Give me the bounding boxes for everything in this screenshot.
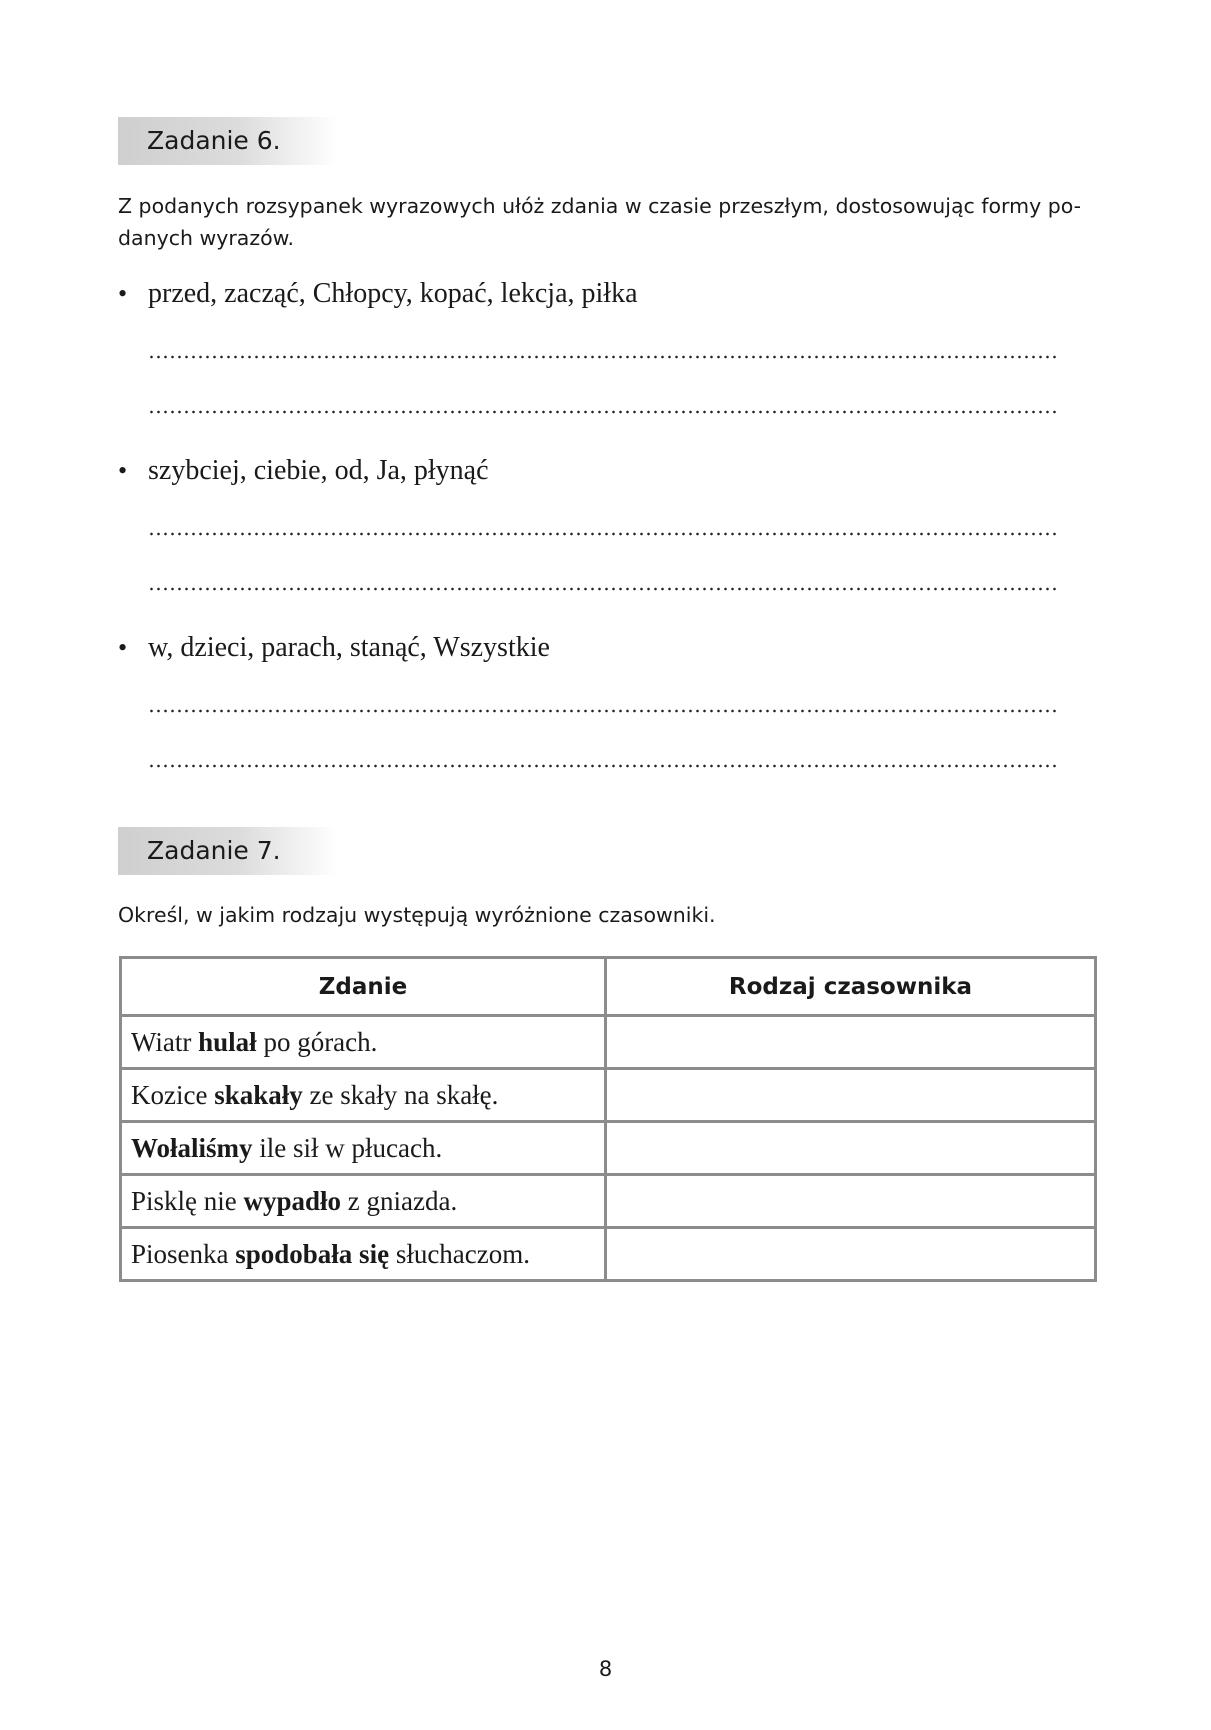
answer-line-1b[interactable]: [148, 410, 1058, 414]
column-header-sentence: Zdanie: [121, 958, 606, 1016]
answer-cell[interactable]: [606, 1122, 1096, 1175]
answer-line-3a[interactable]: [148, 709, 1058, 713]
table-row: [121, 1069, 1096, 1122]
page-number: 8: [598, 1657, 613, 1681]
bullet-icon: •: [118, 633, 128, 662]
highlighted-verb: Wołaliśmy: [131, 1132, 253, 1163]
answer-line-2b[interactable]: [148, 587, 1058, 591]
task7-header: [118, 827, 338, 875]
sentence-text: ile sił w płucach.: [252, 1132, 443, 1163]
word-scramble-1: przed, zacząć, Chłopcy, kopać, lekcja, piłka: [148, 278, 638, 309]
answer-cell[interactable]: [606, 1069, 1096, 1122]
sentence-cell: [121, 1122, 606, 1175]
answer-cell[interactable]: [606, 1175, 1096, 1228]
sentence-cell: [121, 1228, 606, 1281]
bullet-icon: •: [118, 279, 128, 308]
sentence-text: Wiatr: [131, 1026, 199, 1057]
answer-line-1a[interactable]: [148, 355, 1058, 359]
answer-cell[interactable]: [606, 1016, 1096, 1069]
answer-line-3b[interactable]: [148, 764, 1058, 768]
highlighted-verb: wypadło: [243, 1185, 342, 1216]
word-scramble-2: szybciej, ciebie, od, Ja, płynąć: [148, 455, 489, 486]
task7-title: Zadanie 7.: [147, 836, 281, 865]
sentence-text: Piosenka: [131, 1238, 236, 1269]
sentence-cell: [121, 1069, 606, 1122]
column-header-verb-gender: Rodzaj czasownika: [606, 958, 1096, 1016]
task6-title: Zadanie 6.: [147, 126, 281, 155]
bullet-icon: •: [118, 456, 128, 485]
table-row: [121, 1122, 1096, 1175]
answer-cell[interactable]: [606, 1228, 1096, 1281]
task6-instruction-line2: danych wyrazów.: [118, 226, 295, 250]
word-scramble-3: w, dzieci, parach, stanąć, Wszystkie: [148, 632, 550, 663]
table-row: [121, 1228, 1096, 1281]
sentence-text: słuchaczom.: [389, 1238, 531, 1269]
task6-instruction: [118, 190, 1098, 254]
highlighted-verb: spodobała się: [235, 1238, 390, 1269]
task7-instruction: Określ, w jakim rodzaju występują wyróżnione czasowniki.: [118, 903, 716, 927]
sentence-text: Pisklę nie: [131, 1185, 244, 1216]
highlighted-verb: hulał: [198, 1026, 257, 1057]
sentence-text: z gniazda.: [341, 1185, 458, 1216]
highlighted-verb: skakały: [214, 1079, 303, 1110]
table-header-row: [121, 958, 1096, 1016]
table-row: [121, 1016, 1096, 1069]
verb-gender-table: [119, 956, 1097, 1282]
sentence-text: ze skały na skałę.: [302, 1079, 499, 1110]
sentence-text: po górach.: [256, 1026, 378, 1057]
task6-header: [118, 117, 338, 165]
sentence-cell: [121, 1175, 606, 1228]
table-row: [121, 1175, 1096, 1228]
sentence-cell: [121, 1016, 606, 1069]
task6-instruction-line1: Z podanych rozsypanek wyrazowych ułóż zdania w czasie przeszłym, dostosowując formy po-: [118, 194, 1082, 218]
sentence-text: Kozice: [131, 1079, 215, 1110]
answer-line-2a[interactable]: [148, 532, 1058, 536]
